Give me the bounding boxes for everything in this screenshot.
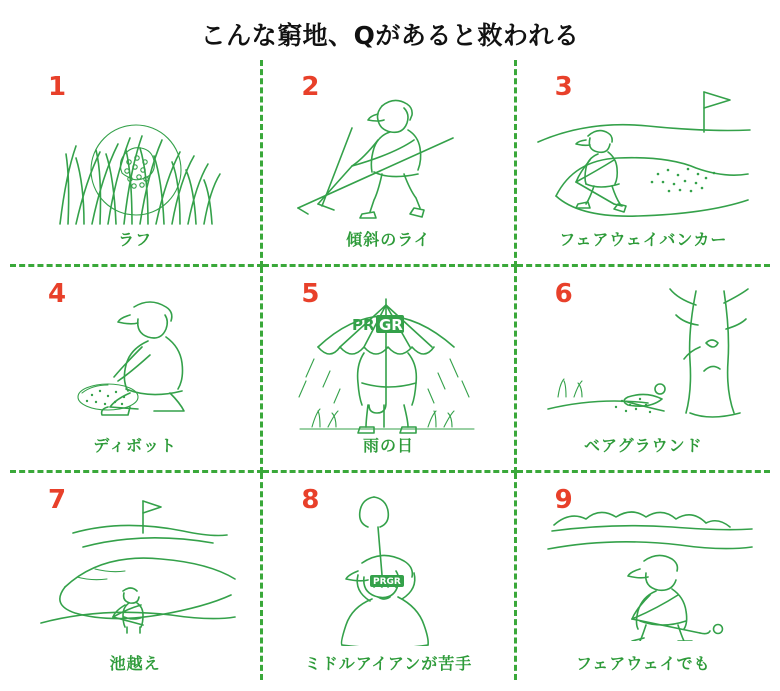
page-title: こんな窮地、Qがあると救われる xyxy=(200,21,580,50)
cell-caption: フェアウェイバンカー xyxy=(559,229,728,249)
cell-caption: ディボット xyxy=(93,436,178,456)
cell-caption: ミドルアイアンが苦手 xyxy=(304,654,473,673)
cell-number: 9 xyxy=(554,485,573,516)
cell-caption: フェアウェイでも xyxy=(576,654,711,673)
cap-logo-text: PRGR xyxy=(373,577,402,588)
grid-cell-middle-iron[interactable] xyxy=(263,473,516,680)
grid-cell-fairway-shot[interactable] xyxy=(517,473,770,680)
situation-grid xyxy=(10,60,770,680)
bare-ground-tree-illustration xyxy=(517,285,770,435)
grid-cell-rough[interactable] xyxy=(10,60,263,267)
cell-caption: ラフ xyxy=(118,229,153,249)
fairway-bunker-illustration xyxy=(517,78,770,228)
cell-caption: ベアグラウンド xyxy=(584,436,703,456)
fairway-shot-illustration xyxy=(517,491,770,641)
cell-caption: 雨の日 xyxy=(362,436,414,456)
over-the-pond-illustration xyxy=(10,491,260,641)
cell-number: 7 xyxy=(48,485,67,516)
sloped-lie-golfer-illustration xyxy=(263,78,513,228)
grid-cell-divot[interactable] xyxy=(10,267,263,474)
grid-cell-bare-ground[interactable] xyxy=(517,267,770,474)
cell-number: 8 xyxy=(301,485,320,516)
rough-grass-illustration xyxy=(10,78,260,228)
rainy-day-umbrella-illustration xyxy=(263,285,513,435)
grid-cell-over-pond[interactable] xyxy=(10,473,263,680)
cell-number: 2 xyxy=(301,72,320,102)
cell-number: 3 xyxy=(554,72,573,102)
cell-caption: 池越え xyxy=(109,654,161,673)
grid-cell-rainy-day[interactable] xyxy=(263,267,516,474)
cell-number: 5 xyxy=(301,278,320,309)
cell-number: 1 xyxy=(48,72,67,102)
cell-caption: 傾斜のライ xyxy=(346,229,431,249)
divot-kneeling-golfer-illustration xyxy=(10,285,260,435)
grid-cell-sloped-lie[interactable] xyxy=(263,60,516,267)
grid-cell-fairway-bunker[interactable] xyxy=(517,60,770,267)
middle-iron-weakness-illustration xyxy=(263,491,513,641)
cell-number: 4 xyxy=(48,278,67,309)
umbrella-text-left: PR xyxy=(352,315,376,334)
umbrella-text-right: GR xyxy=(379,315,404,334)
cell-number: 6 xyxy=(554,278,573,309)
